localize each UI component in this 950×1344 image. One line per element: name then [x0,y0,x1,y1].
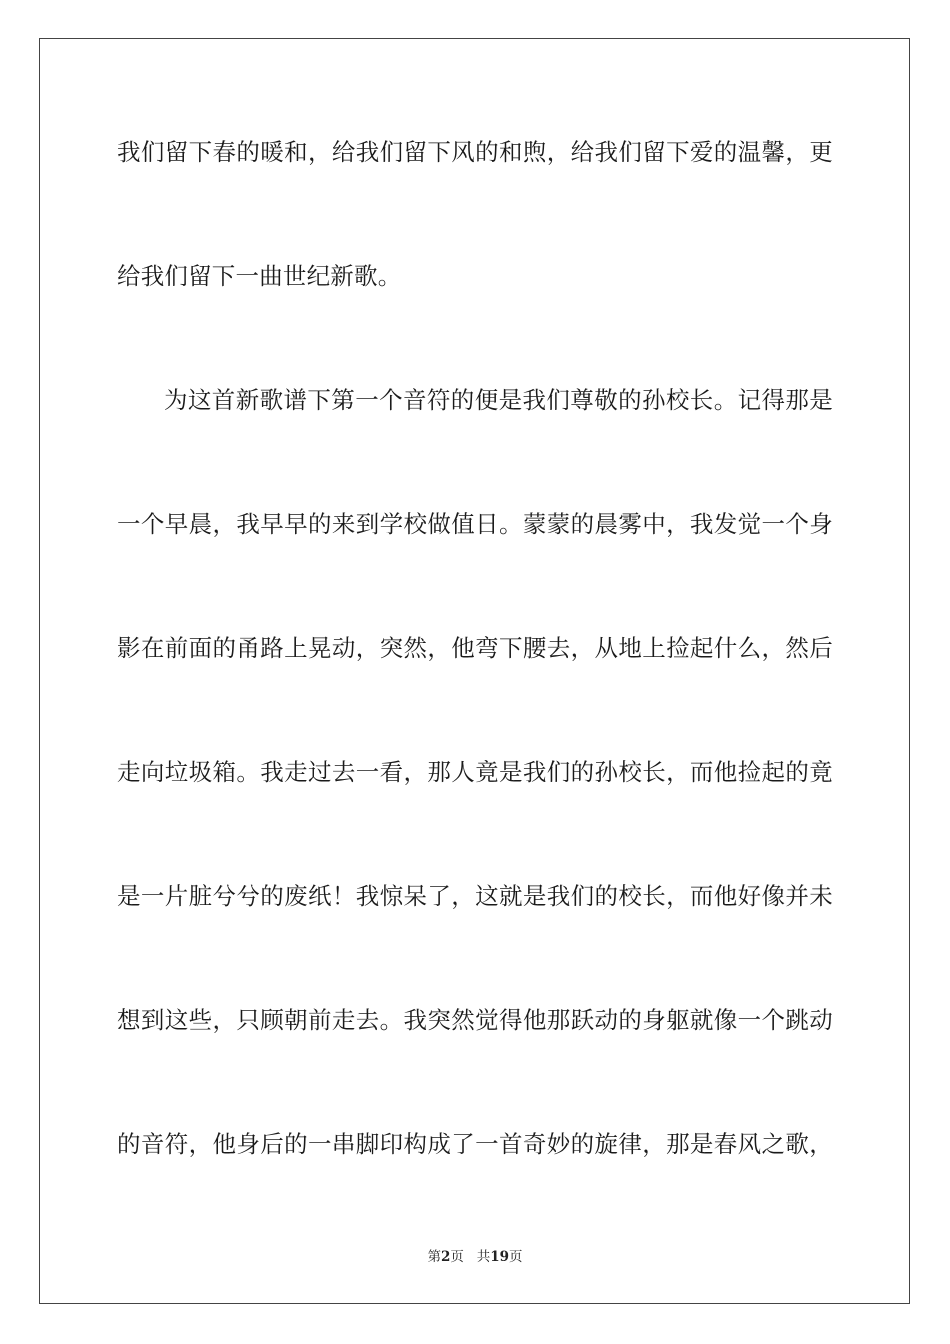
footer-total-pages: 19 [490,1249,510,1265]
text-line-2: 给我们留下一曲世纪新歌。 [117,262,402,290]
text-line-3: 为这首新歌谱下第一个音符的便是我们尊敬的孙校长。记得那是 [164,386,833,414]
page-border [39,38,910,1304]
footer-page-number: 2 [440,1249,451,1265]
footer-total-prefix: 共 [476,1249,491,1265]
text-line-5: 影在前面的甬路上晃动，突然，他弯下腰去，从地上捡起什么，然后 [117,634,833,662]
footer-page-suffix: 页 [450,1249,464,1265]
footer-prefix: 第 [427,1249,441,1265]
page-footer [0,1248,950,1266]
text-line-9: 的音符，他身后的一串脚印构成了一首奇妙的旋律，那是春风之歌， [117,1130,833,1158]
footer-total-suffix: 页 [509,1249,523,1265]
text-line-4: 一个早晨，我早早的来到学校做值日。蒙蒙的晨雾中，我发觉一个身 [117,510,833,538]
text-line-6: 走向垃圾箱。我走过去一看，那人竟是我们的孙校长，而他捡起的竟 [117,758,833,786]
text-line-8: 想到这些，只顾朝前走去。我突然觉得他那跃动的身躯就像一个跳动 [117,1006,833,1034]
text-line-1: 我们留下春的暖和，给我们留下风的和煦，给我们留下爱的温馨，更 [117,138,833,166]
text-line-7: 是一片脏兮兮的废纸！我惊呆了，这就是我们的校长，而他好像并未 [117,882,833,910]
